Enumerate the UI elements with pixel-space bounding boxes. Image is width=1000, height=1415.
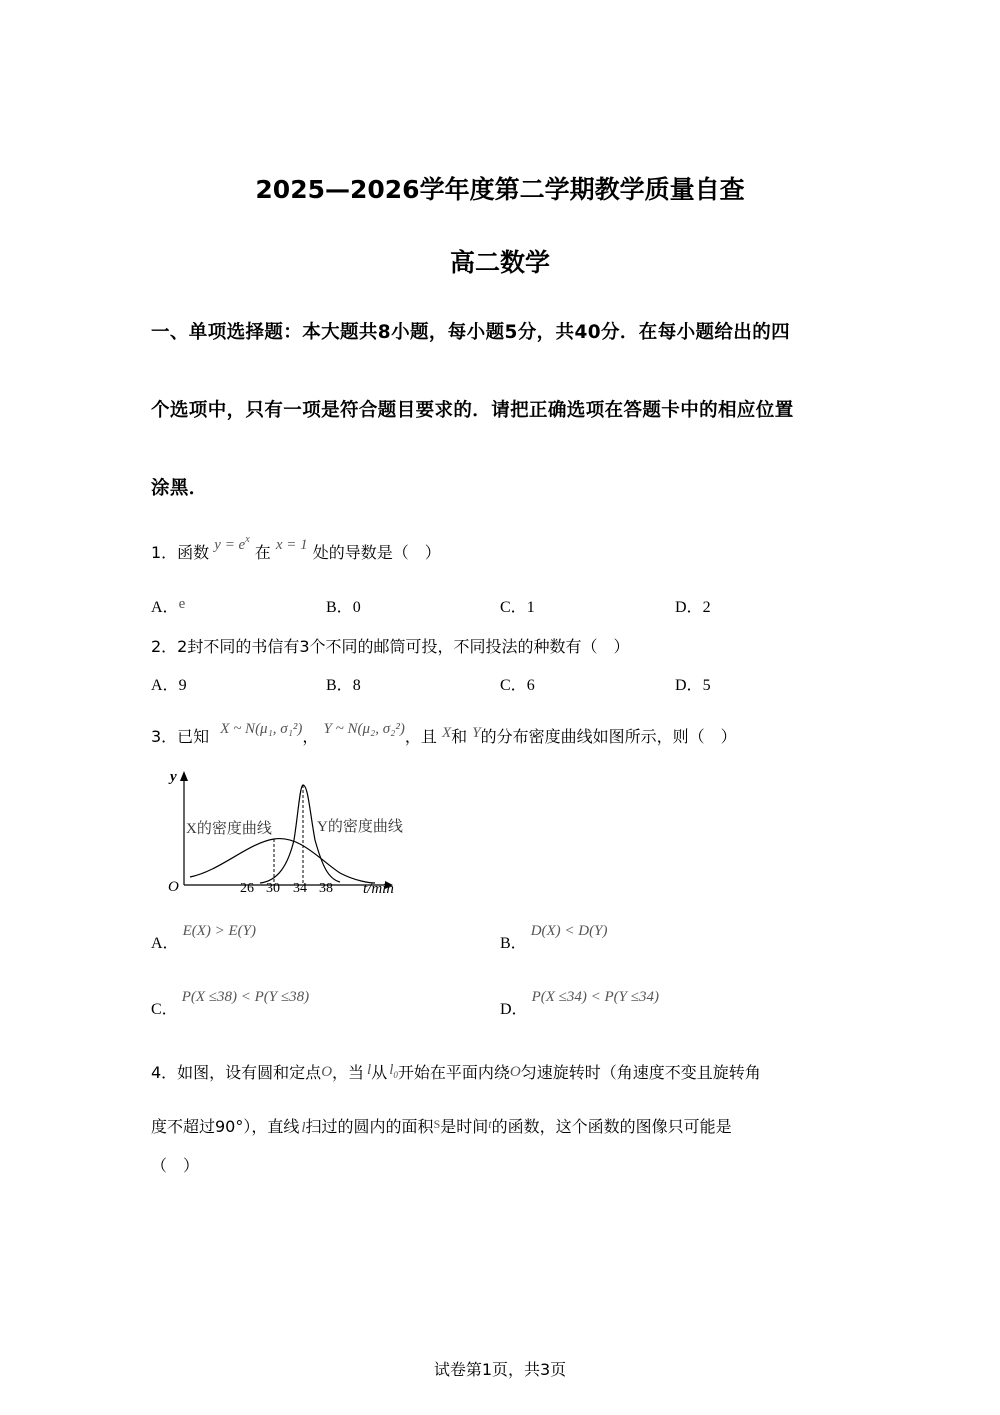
q2-option-d[interactable]: D．5 (675, 677, 711, 694)
page-footer: 试卷第1页，共3页 (433, 1360, 567, 1379)
q1-mid: 在 (254, 543, 271, 562)
section-instruction-line2: 个选项中，只有一项是符合题目要求的．请把正确选项在答题卡中的相应位置 (151, 400, 794, 421)
q2-option-a[interactable]: A．9 (151, 677, 187, 694)
q3-dist-y: Y ~ N(μ₂, σ₂²) (323, 721, 405, 737)
q1-prefix: 1．函数 (151, 543, 210, 562)
tick-34: 34 (293, 881, 307, 896)
q1-tail: 处的导数是（ ） (312, 543, 441, 562)
section-instruction-line3: 涂黑． (151, 478, 208, 499)
x-curve-label: X的密度曲线 (186, 821, 272, 837)
question-3: 3．已知 X ~ N(μ₁, σ₁²)， Y ~ N(μ₂, σ₂²)，且 X和 Y的分布密度曲线如图所示，则（ ） (151, 721, 737, 746)
subject-title: 高二数学 (449, 248, 550, 277)
q1-option-a[interactable]: A．e (151, 596, 186, 616)
q3-option-c[interactable]: C．P(X ≤38) < P(Y ≤38) (151, 989, 310, 1018)
tick-30: 30 (266, 881, 280, 896)
q3-option-b[interactable]: B．D(X) < D(Y) (500, 923, 608, 952)
question-1 (151, 534, 441, 563)
q1-option-d[interactable]: D．2 (675, 599, 711, 616)
q1-option-c[interactable]: C．1 (500, 599, 535, 616)
q1-function: $y = e^x$ (214, 534, 250, 553)
tick-38: 38 (319, 881, 333, 896)
x-density-curve (190, 839, 375, 883)
section-instruction-line1: 一、单项选择题：本大题共8小题，每小题5分，共40分．在每小题给出的四 (151, 322, 790, 343)
q1-point: x = 1 (275, 537, 308, 553)
origin-label: O (168, 879, 179, 895)
x-axis-label: t/min (363, 881, 394, 897)
question-4-answer-bracket: （ ） (151, 1156, 200, 1175)
question-4-line2: 度不超过90°），直线 l扫过的圆内的面积$^S$是时间$^t$的函数，这个函数的图像只可能是 (151, 1117, 732, 1136)
tick-26: 26 (240, 881, 254, 896)
q3-dist-x: X ~ N(μ₁, σ₁²) (220, 721, 303, 737)
q2-option-c[interactable]: C．6 (500, 677, 535, 694)
q2-option-b[interactable]: B．8 (326, 677, 361, 694)
q3-option-d[interactable]: D．P(X ≤34) < P(Y ≤34) (500, 989, 659, 1018)
question-4-line1: 4．如图，设有圆和定点O，当 l从 $l_0$开始在平面内绕O匀速旋转时（角速度不变且旋转角 (151, 1062, 761, 1082)
q3-prefix: 3．已知 (151, 727, 210, 746)
y-axis-label: y (170, 769, 177, 785)
question-2: 2．2封不同的书信有3个不同的邮筒可投，不同投法的种数有（ ） (151, 637, 630, 656)
q3-option-a[interactable]: A．E(X) > E(Y) (151, 923, 256, 952)
q3-density-graph (160, 765, 430, 900)
y-axis-arrow-icon (180, 771, 188, 781)
q1-option-b[interactable]: B．0 (326, 599, 361, 616)
exam-title: 2025—2026学年度第二学期教学质量自查 (255, 175, 745, 204)
y-curve-label: Y的密度曲线 (317, 819, 403, 835)
